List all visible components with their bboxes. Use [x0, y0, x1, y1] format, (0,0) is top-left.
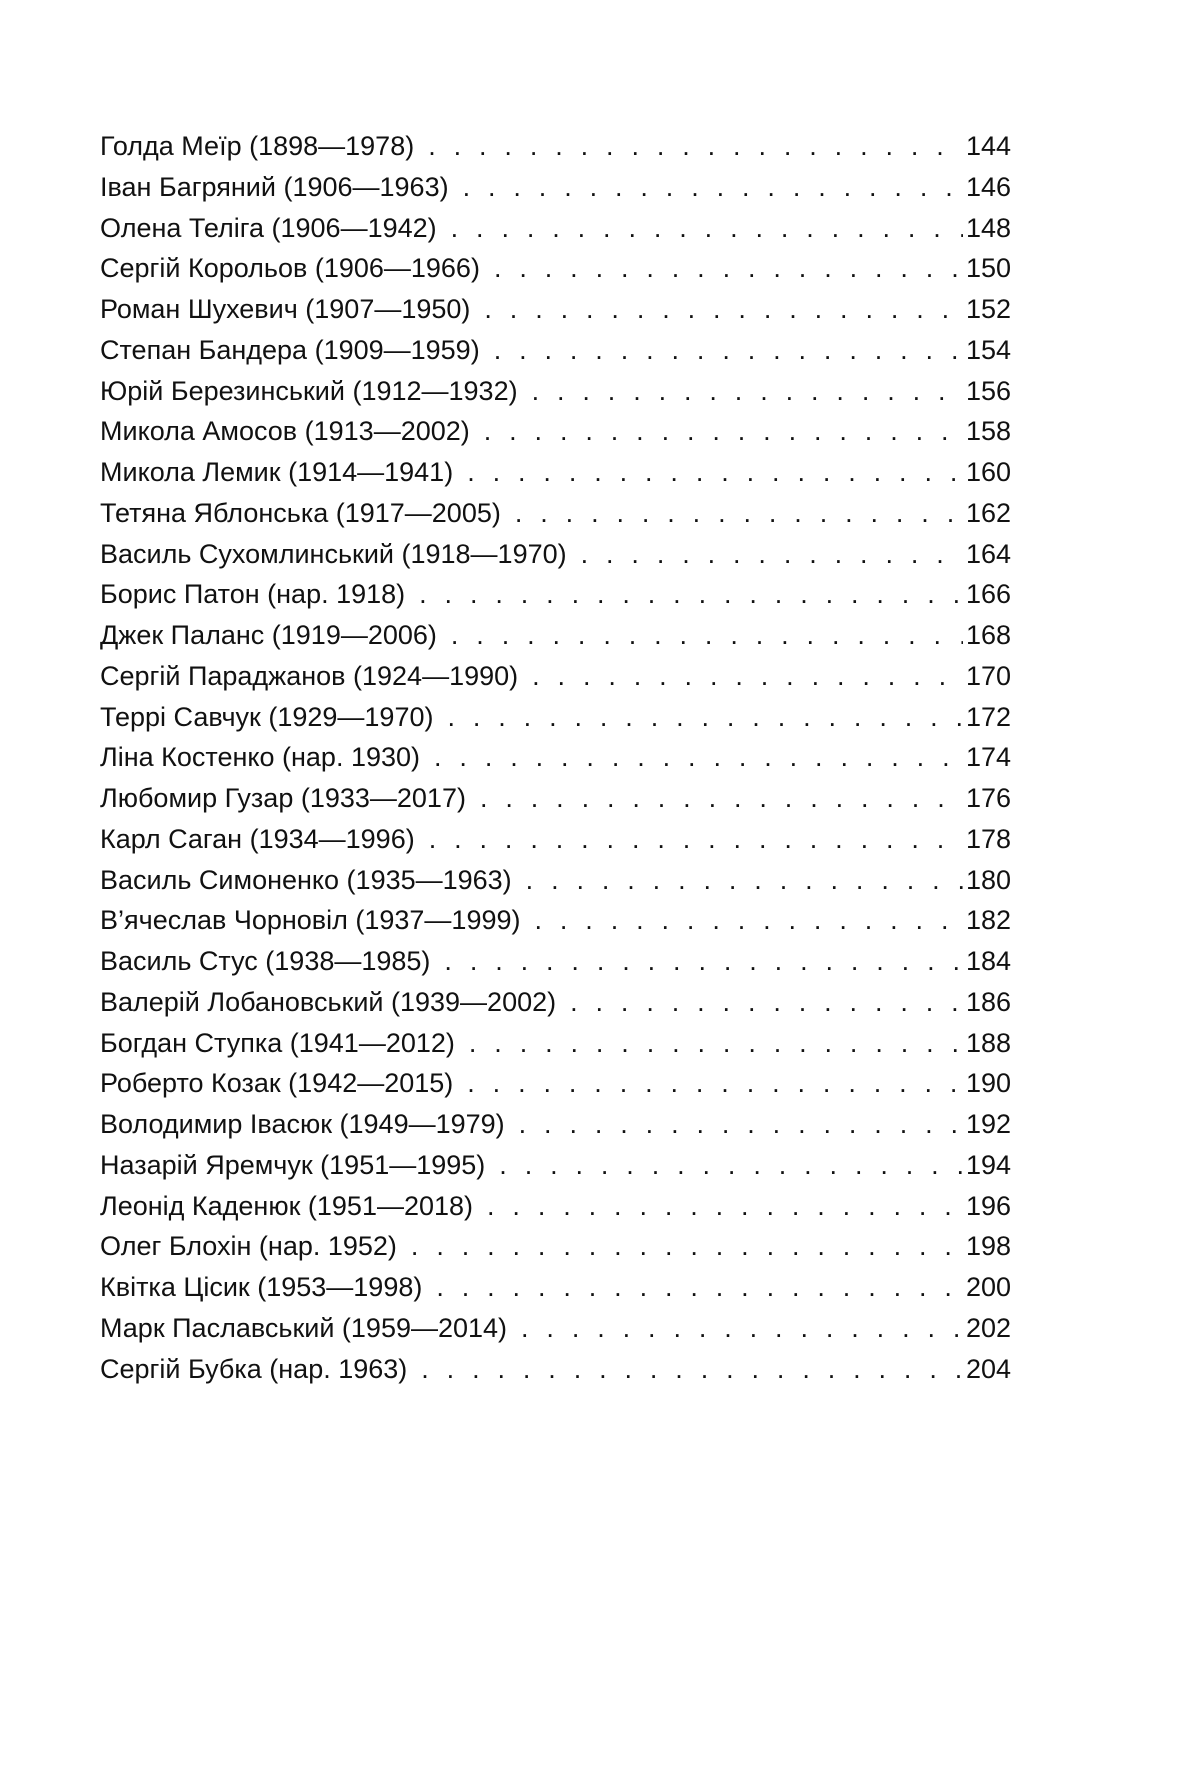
toc-dot-leader: [526, 865, 963, 896]
toc-dot-leader: [469, 1028, 963, 1059]
toc-entry-title: Сергій Бубка (нар. 1963): [100, 1353, 408, 1384]
toc-entry: [100, 579, 1011, 620]
toc-entry: [100, 824, 1011, 865]
toc-entry-title: Роман Шухевич (1907—1950): [100, 294, 471, 324]
toc-entry-page: 192: [965, 1109, 1011, 1139]
toc-entry-page: 200: [965, 1272, 1011, 1302]
toc-entry-title: Володимир Івасюк (1949—1979): [100, 1109, 505, 1139]
toc-entry-page: 154: [965, 334, 1011, 365]
toc-dot-leader: [429, 824, 963, 855]
toc-dot-leader: [484, 416, 963, 447]
toc-dot-leader: [411, 1231, 963, 1262]
toc-entry-title: Любомир Гузар (1933—2017): [100, 783, 466, 813]
toc-entry: [100, 1313, 1011, 1354]
toc-entry-title: Василь Стус (1938—1985): [100, 946, 431, 976]
toc-entry-page: 146: [965, 171, 1011, 202]
toc-dot-leader: [421, 1354, 963, 1385]
toc-dot-leader: [484, 294, 963, 325]
toc-entry-title: Степан Бандера (1909—1959): [100, 334, 480, 365]
toc-entry: [100, 1231, 1011, 1272]
toc-entry: [100, 131, 1011, 172]
toc-entry-title: Карл Саган (1934—1996): [100, 823, 415, 854]
toc-entry-title: Василь Симоненко (1935—1963): [100, 864, 512, 895]
toc-dot-leader: [581, 539, 963, 570]
toc-dot-leader: [436, 1272, 963, 1303]
toc-entry-page: 170: [965, 660, 1011, 691]
toc-entry-page: 178: [965, 823, 1011, 854]
toc-entry: [100, 905, 1011, 946]
toc-dot-leader: [532, 661, 963, 692]
toc-entry: [100, 376, 1011, 417]
toc-entry: [100, 661, 1011, 702]
table-of-contents: [100, 131, 1011, 1394]
toc-entry: [100, 1068, 1011, 1109]
toc-entry-page: 162: [965, 497, 1011, 528]
toc-entry-page: 190: [965, 1068, 1011, 1099]
toc-entry-title: Микола Лемик (1914—1941): [100, 457, 454, 487]
toc-entry: [100, 865, 1011, 906]
toc-entry-page: 188: [965, 1027, 1011, 1058]
toc-entry-title: Сергій Корольов (1906—1966): [100, 253, 480, 284]
toc-entry: [100, 742, 1011, 783]
toc-dot-leader: [434, 742, 963, 773]
toc-entry: [100, 1150, 1011, 1191]
toc-entry: [100, 620, 1011, 661]
toc-entry-title: Іван Багряний (1906—1963): [100, 171, 449, 202]
toc-dot-leader: [467, 457, 963, 488]
toc-dot-leader: [532, 376, 963, 407]
toc-entry: [100, 335, 1011, 376]
toc-dot-leader: [463, 172, 963, 203]
toc-entry: [100, 539, 1011, 580]
toc-entry-page: 182: [965, 905, 1011, 936]
toc-entry: [100, 213, 1011, 254]
toc-entry-page: 202: [965, 1312, 1011, 1343]
toc-entry-title: Леонід Каденюк (1951—2018): [100, 1190, 474, 1221]
toc-entry: [100, 416, 1011, 457]
toc-entry: [100, 457, 1011, 498]
toc-entry: [100, 1354, 1011, 1395]
toc-entry-title: Сергій Параджанов (1924—1990): [100, 660, 519, 691]
toc-entry: [100, 1191, 1011, 1232]
toc-entry-page: 150: [965, 253, 1011, 284]
toc-entry-page: 156: [965, 375, 1011, 406]
toc-dot-leader: [480, 783, 963, 814]
toc-entry: [100, 294, 1011, 335]
toc-entry-page: 174: [965, 742, 1011, 773]
toc-entry-title: Олена Теліга (1906—1942): [100, 212, 437, 243]
toc-entry-title: Террі Савчук (1929—1970): [100, 701, 434, 732]
toc-entry-page: 194: [965, 1149, 1011, 1180]
toc-dot-leader: [451, 620, 963, 651]
toc-dot-leader: [428, 131, 963, 162]
toc-entry: [100, 987, 1011, 1028]
toc-entry-page: 148: [965, 212, 1011, 243]
toc-entry-page: 180: [965, 864, 1011, 895]
toc-dot-leader: [499, 1150, 963, 1181]
toc-entry-title: Юрій Березинський (1912—1932): [100, 375, 518, 406]
toc-entry-page: 198: [965, 1231, 1011, 1262]
toc-entry: [100, 946, 1011, 987]
toc-entry-page: 168: [965, 620, 1011, 650]
toc-entry: [100, 783, 1011, 824]
toc-entry-title: Джек Паланс (1919—2006): [100, 620, 437, 650]
toc-entry-title: Марк Паславський (1959—2014): [100, 1312, 508, 1343]
toc-dot-leader: [494, 253, 963, 284]
toc-dot-leader: [519, 1109, 963, 1140]
toc-entry-title: Олег Блохін (нар. 1952): [100, 1231, 397, 1262]
toc-entry-page: 164: [965, 538, 1011, 569]
toc-entry-page: 176: [965, 783, 1011, 813]
toc-entry: [100, 702, 1011, 743]
toc-entry-page: 144: [965, 131, 1011, 161]
toc-entry-title: Борис Патон (нар. 1918): [100, 579, 406, 610]
toc-dot-leader: [419, 579, 963, 610]
toc-entry-page: 158: [965, 416, 1011, 447]
toc-entry-title: В’ячеслав Чорновіл (1937—1999): [100, 905, 521, 936]
toc-entry: [100, 1028, 1011, 1069]
toc-entry-title: Богдан Ступка (1941—2012): [100, 1027, 455, 1058]
toc-entry-title: Василь Сухомлинський (1918—1970): [100, 538, 567, 569]
toc-entry-title: Квітка Цісик (1953—1998): [100, 1272, 423, 1302]
toc-entry-page: 186: [965, 986, 1011, 1017]
toc-entry-page: 196: [965, 1190, 1011, 1221]
toc-entry-title: Тетяна Яблонська (1917—2005): [100, 497, 501, 528]
toc-dot-leader: [451, 213, 963, 244]
toc-dot-leader: [570, 987, 963, 1018]
toc-dot-leader: [444, 946, 963, 977]
toc-entry-title: Микола Амосов (1913—2002): [100, 416, 470, 447]
toc-dot-leader: [535, 905, 963, 936]
toc-dot-leader: [487, 1191, 963, 1222]
toc-entry-page: 204: [965, 1353, 1011, 1384]
toc-entry-title: Назарій Яремчук (1951—1995): [100, 1149, 486, 1180]
toc-entry-title: Роберто Козак (1942—2015): [100, 1068, 454, 1099]
toc-entry-title: Валерій Лобановський (1939—2002): [100, 986, 557, 1017]
toc-entry: [100, 1109, 1011, 1150]
toc-dot-leader: [467, 1068, 963, 1099]
toc-entry: [100, 253, 1011, 294]
toc-entry: [100, 498, 1011, 539]
toc-entry-page: 160: [965, 457, 1011, 487]
toc-entry-page: 152: [965, 294, 1011, 324]
toc-dot-leader: [515, 498, 963, 529]
toc-dot-leader: [447, 702, 962, 733]
toc-dot-leader: [521, 1313, 963, 1344]
toc-entry-page: 172: [965, 701, 1011, 732]
toc-entry: [100, 172, 1011, 213]
toc-entry-page: 166: [965, 579, 1011, 610]
toc-entry-title: Голда Меїр (1898—1978): [100, 131, 415, 161]
toc-dot-leader: [494, 335, 963, 366]
toc-entry-page: 184: [965, 946, 1011, 976]
toc-entry: [100, 1272, 1011, 1313]
toc-entry-title: Ліна Костенко (нар. 1930): [100, 742, 421, 773]
